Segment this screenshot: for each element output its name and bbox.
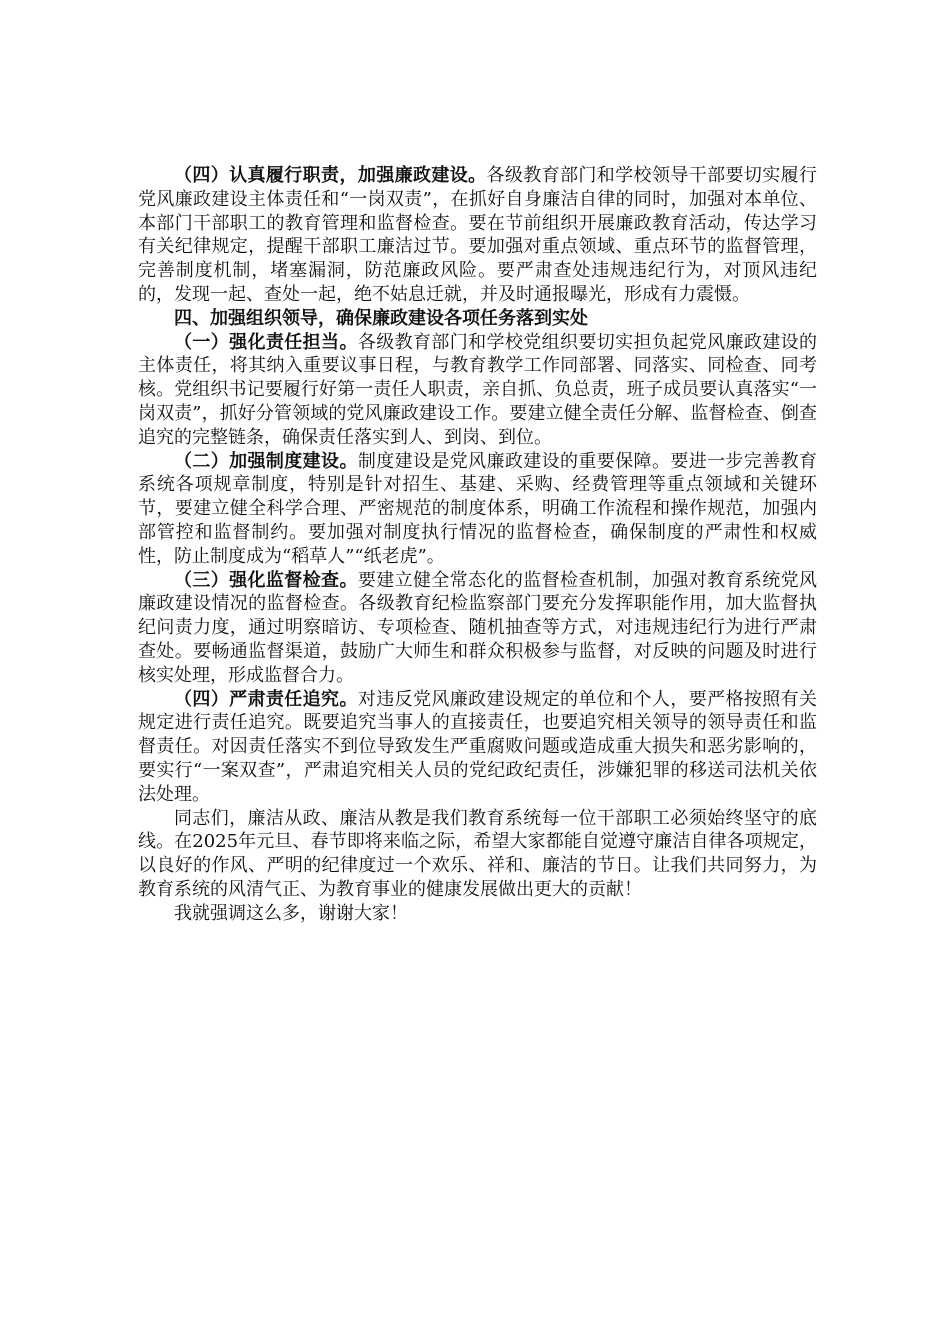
paragraph-closing: 同志们，廉洁从政、廉洁从教是我们教育系统每一位干部职工必须始终坚守的底线。在2025年元旦、春节即将来临之际，希望大家都能自觉遵守廉洁自律各项规定，以良好的作风、严明的纪律度过一个欢乐、祥和、廉洁的节日。让我们共同努力，为教育系统的风清气正、为教育事业的健康发展做出更大的贡献！ [138,807,817,900]
paragraph-thanks: 我就强调这么多，谢谢大家！ [174,902,408,924]
paragraph-item-2-system [138,450,817,569]
document-body [138,164,817,926]
paragraph-title: （三）强化监督检查。 [174,569,358,591]
paragraph-text: 要建立健全常态化的监督检查机制，加强对教育系统党风廉政建设情况的监督检查。各级教育纪检监察部门要充分发挥职能作用，加大监督执纪问责力度，通过明察暗访、专项检查、随机抽查等方式，对违规违纪行为进行严肃查处。要畅通监督渠道，鼓励广大师生和群众积极参与监督，对反映的问题及时进行核实处理，形成监督合力。 [138,569,818,686]
paragraph-item-1-responsibility [138,331,817,450]
paragraph-title: （一）强化责任担当。 [174,331,358,353]
paragraph-text: 对违反党风廉政建设规定的单位和个人，要严格按照有关规定进行责任追究。既要追究当事人的直接责任，也要追究相关领导的领导责任和监督责任。对因责任落实不到位导致发生严重腐败问题或造成重大损失和恶劣影响的，要实行“一案双查”，严肃追究相关人员的党纪政纪责任，涉嫌犯罪的移送司法机关依法处理。 [138,688,818,805]
paragraph-item-4-integrity [138,164,817,307]
paragraph-title: （二）加强制度建设。 [174,450,358,472]
paragraph-item-4-accountability [138,688,817,807]
section-heading: 四、加强组织领导，确保廉政建设各项任务落到实处 [174,307,588,329]
paragraph-text: 制度建设是党风廉政建设的重要保障。要进一步完善教育系统各项规章制度，特别是针对招生、基建、采购、经费管理等重点领域和关键环节，要建立健全科学合理、严密规范的制度体系，明确工作流程和操作规范，加强内部管控和监督制约。要加强对制度执行情况的监督检查，确保制度的严肃性和权威性，防止制度成为“稻草人”“纸老虎”。 [138,450,818,567]
paragraph-text: 各级教育部门和学校领导干部要切实履行党风廉政建设主体责任和“一岗双责”，在抓好自身廉洁自律的同时，加强对本单位、本部门干部职工的教育管理和监督检查。要在节前组织开展廉政教育活动，传达学习有关纪律规定，提醒干部职工廉洁过节。要加强对重点领域、重点环节的监督管理，完善制度机制，堵塞漏洞，防范廉政风险。要严肃查处违规违纪行为，对顶风违纪的，发现一起、查处一起，绝不姑息迁就，并及时通报曝光，形成有力震慑。 [138,165,817,305]
paragraph-title: （四）严肃责任追究。 [174,688,358,710]
paragraph-item-3-supervision [138,569,817,688]
paragraph-text: 各级教育部门和学校党组织要切实担负起党风廉政建设的主体责任，将其纳入重要议事日程，与教育教学工作同部署、同落实、同检查、同考核。党组织书记要履行好第一责任人职责，亲自抓、负总责，班子成员要认真落实“一岗双责”，抓好分管领域的党风廉政建设工作。要建立健全责任分解、监督检查、倒查追究的完整链条，确保责任落实到人、到岗、到位。 [138,331,818,448]
paragraph-title: （四）认真履行职责，加强廉政建设。 [174,165,487,186]
